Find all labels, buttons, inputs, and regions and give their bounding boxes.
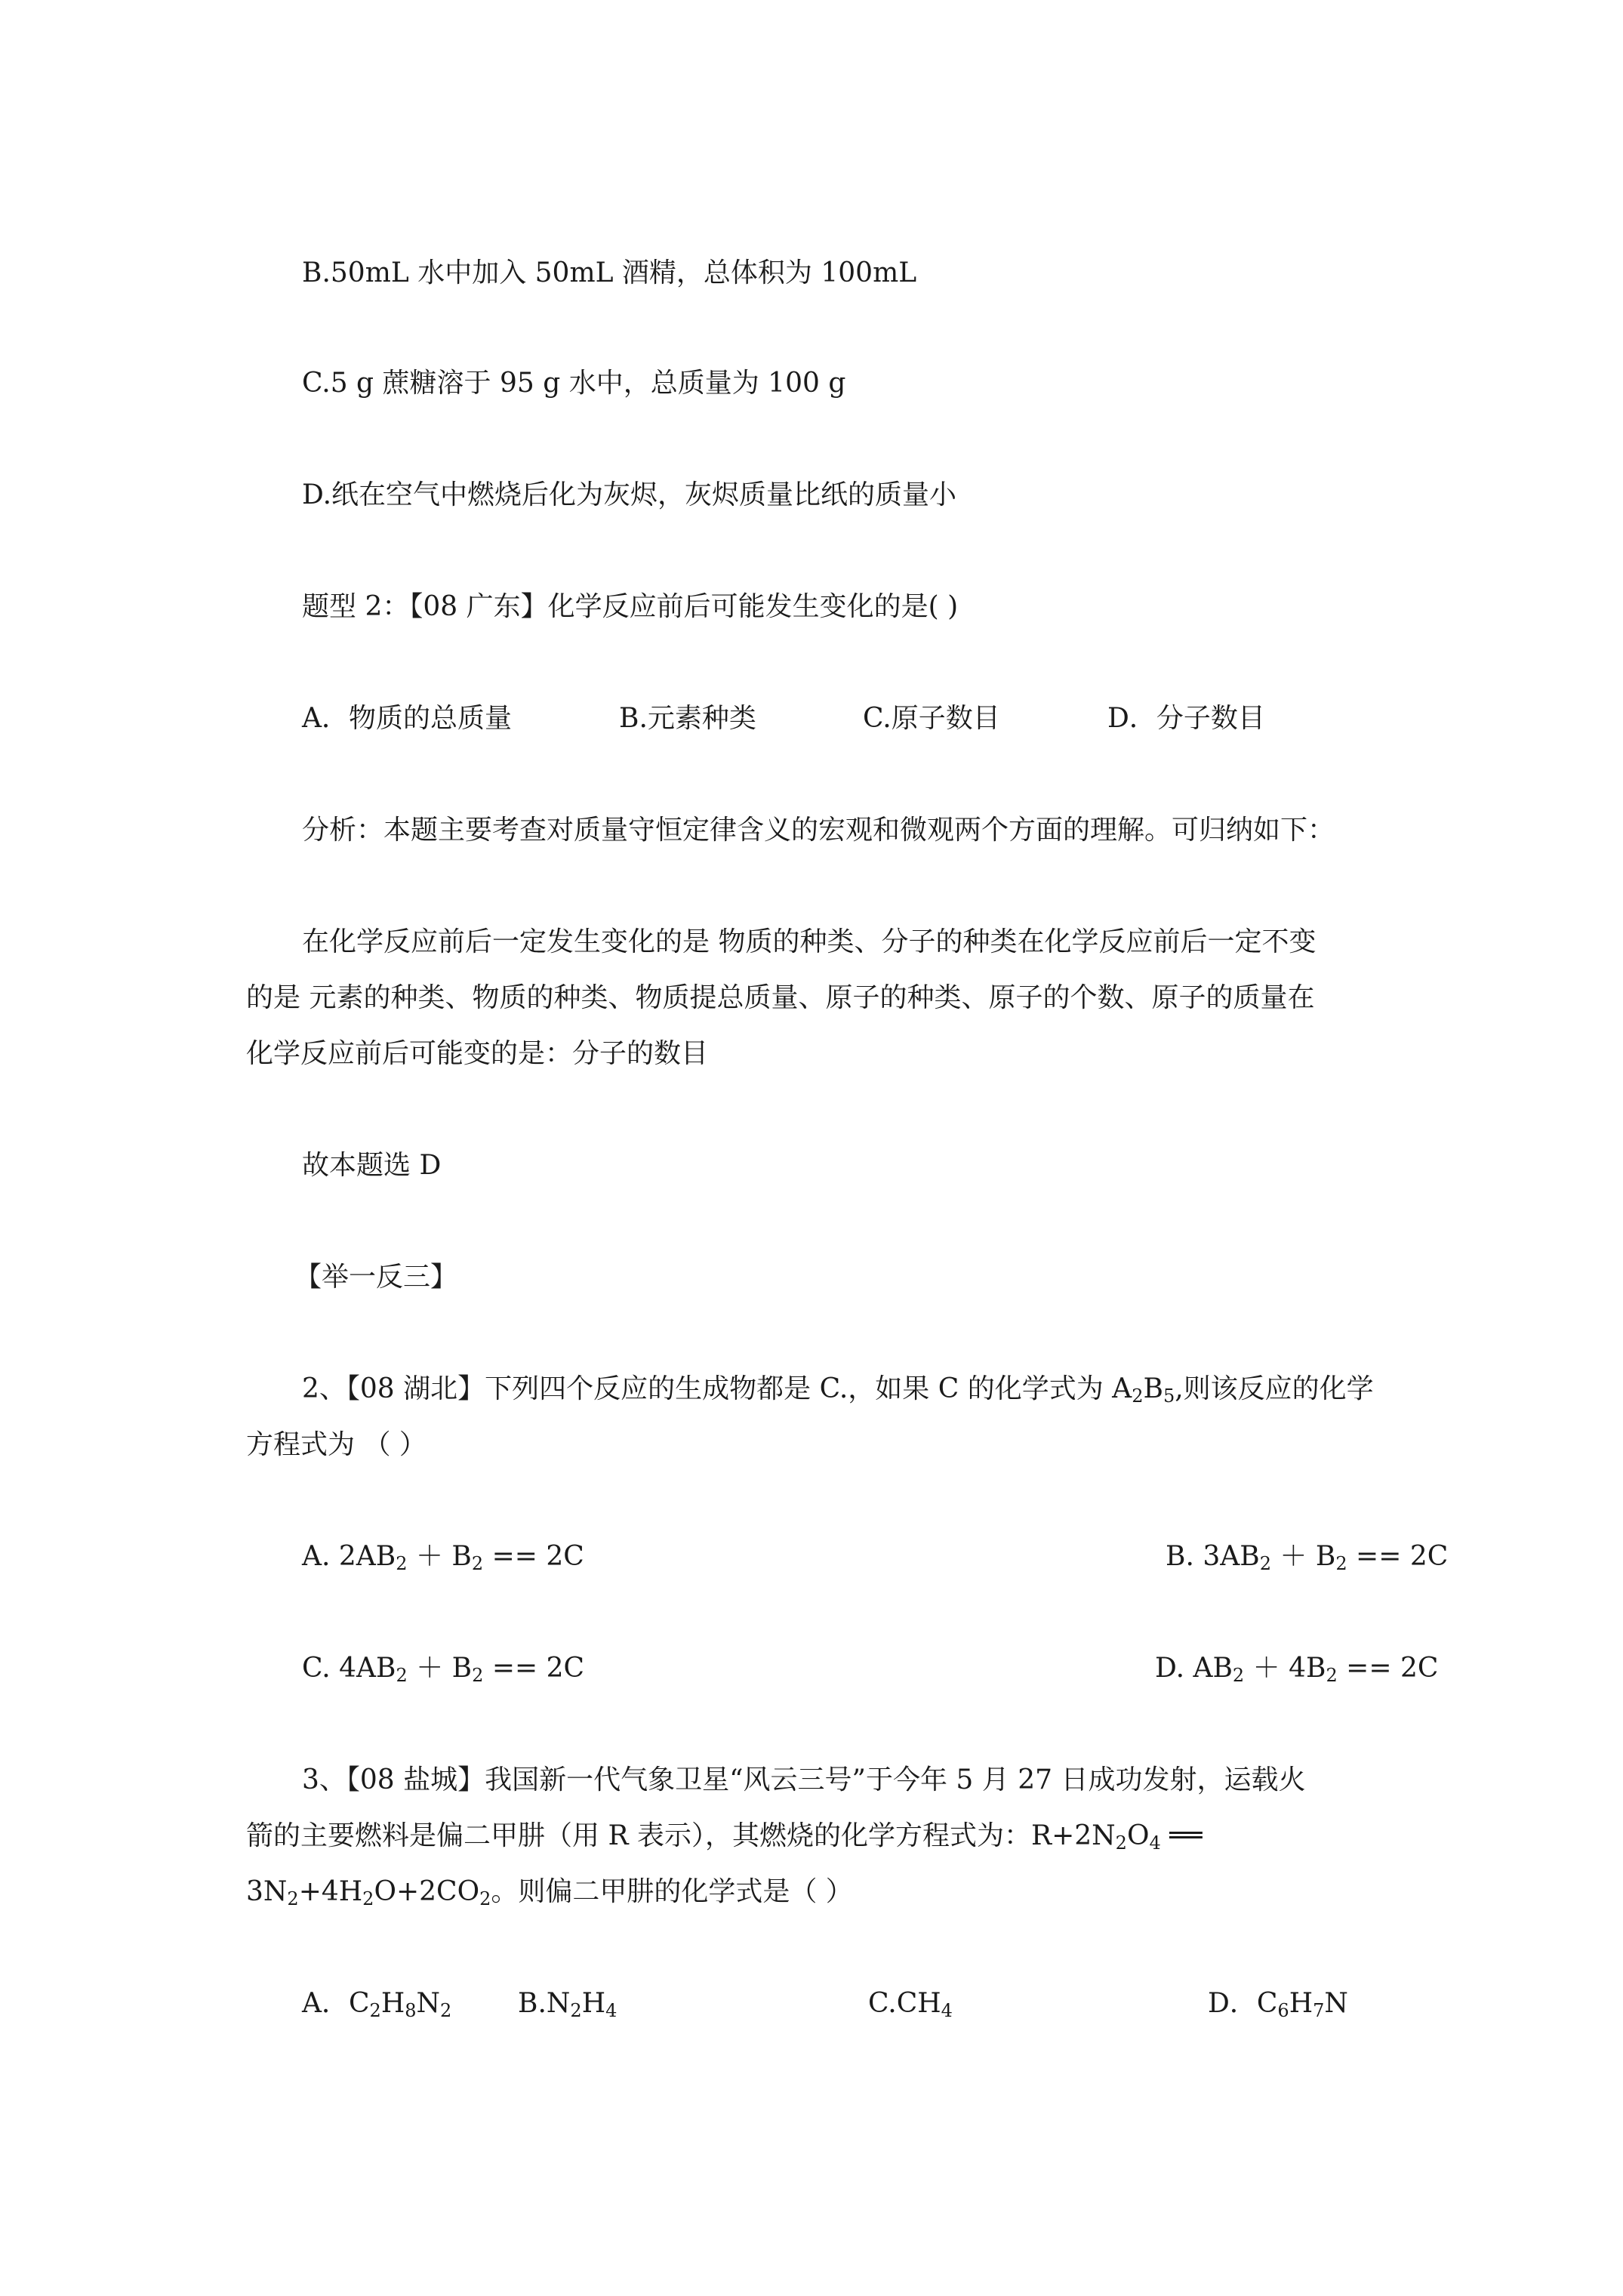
question3-option-b: $B.N_2H_4$: [518, 1988, 617, 2021]
type2-option-b: B.元素种类: [619, 703, 756, 734]
question3-line-2: 箭的主要燃料是偏二甲肼（用 R 表示），其燃烧的化学方程式为：$R+2N_2O_4$ ══: [246, 1820, 1203, 1854]
question1-option-d: D.纸在空气中燃烧后化为灰烬，灰烬质量比纸的质量小: [302, 479, 957, 510]
type2-option-d: D．分子数目: [1107, 703, 1265, 734]
type2-question-title: 题型 2：【08 广东】化学反应前后可能发生变化的是( ): [302, 591, 959, 622]
question3-option-d: D．$C_6H_7N$: [1208, 1988, 1348, 2021]
question3-line-1: 3、【08 盐城】我国新一代气象卫星“风云三号”于今年 5 月 27 日成功发射，运载火: [302, 1764, 1306, 1795]
question2-option-b: B. $3AB_2 + B_2 == 2C$: [1166, 1541, 1449, 1574]
type2-option-c: C.原子数目: [863, 703, 1000, 734]
question2-option-c: C. $4AB_2 + B_2 == 2C$: [302, 1653, 585, 1686]
question3-line-3: $3N_2+4H_2O+2CO_2$。则偏二甲肼的化学式是（ ）: [246, 1876, 853, 1909]
type2-option-a: A．物质的总质量: [302, 703, 512, 734]
question3-option-c: $C.CH_4$: [868, 1988, 953, 2021]
question2-line-2: 方程式为 （ ）: [246, 1429, 427, 1460]
question3-option-a: A．$C_2H_8N_2$: [302, 1988, 452, 2021]
question2-option-d: D. $AB_2 + 4B_2 == 2C$: [1155, 1653, 1439, 1686]
section-heading: 【举一反三】: [294, 1262, 458, 1293]
analysis-heading: 分析：本题主要考查对质量守恒定律含义的宏观和微观两个方面的理解。可归纳如下：: [302, 815, 1335, 846]
question1-option-c: C.5 g 蔗糖溶于 95 g 水中，总质量为 100 g: [302, 368, 846, 399]
analysis-paragraph-line-2: 的是 元素的种类、物质的种类、物质提总质量、原子的种类、原子的个数、原子的质量在: [246, 982, 1315, 1013]
analysis-paragraph-line-1: 在化学反应前后一定发生变化的是 物质的种类、分子的种类在化学反应前后一定不变: [302, 926, 1317, 957]
analysis-paragraph-line-3: 化学反应前后可能变的是：分子的数目: [246, 1038, 709, 1069]
question1-option-b: B.50mL 水中加入 50mL 酒精，总体积为 100mL: [302, 257, 917, 288]
question2-line-1: 2、【08 湖北】下列四个反应的生成物都是 C.，如果 C 的化学式为 $A_2B_5$,则该反应的化学: [302, 1373, 1374, 1407]
answer-line: 故本题选 D: [302, 1150, 442, 1181]
question2-option-a: A. $2AB_2 + B_2 == 2C$: [302, 1541, 584, 1574]
